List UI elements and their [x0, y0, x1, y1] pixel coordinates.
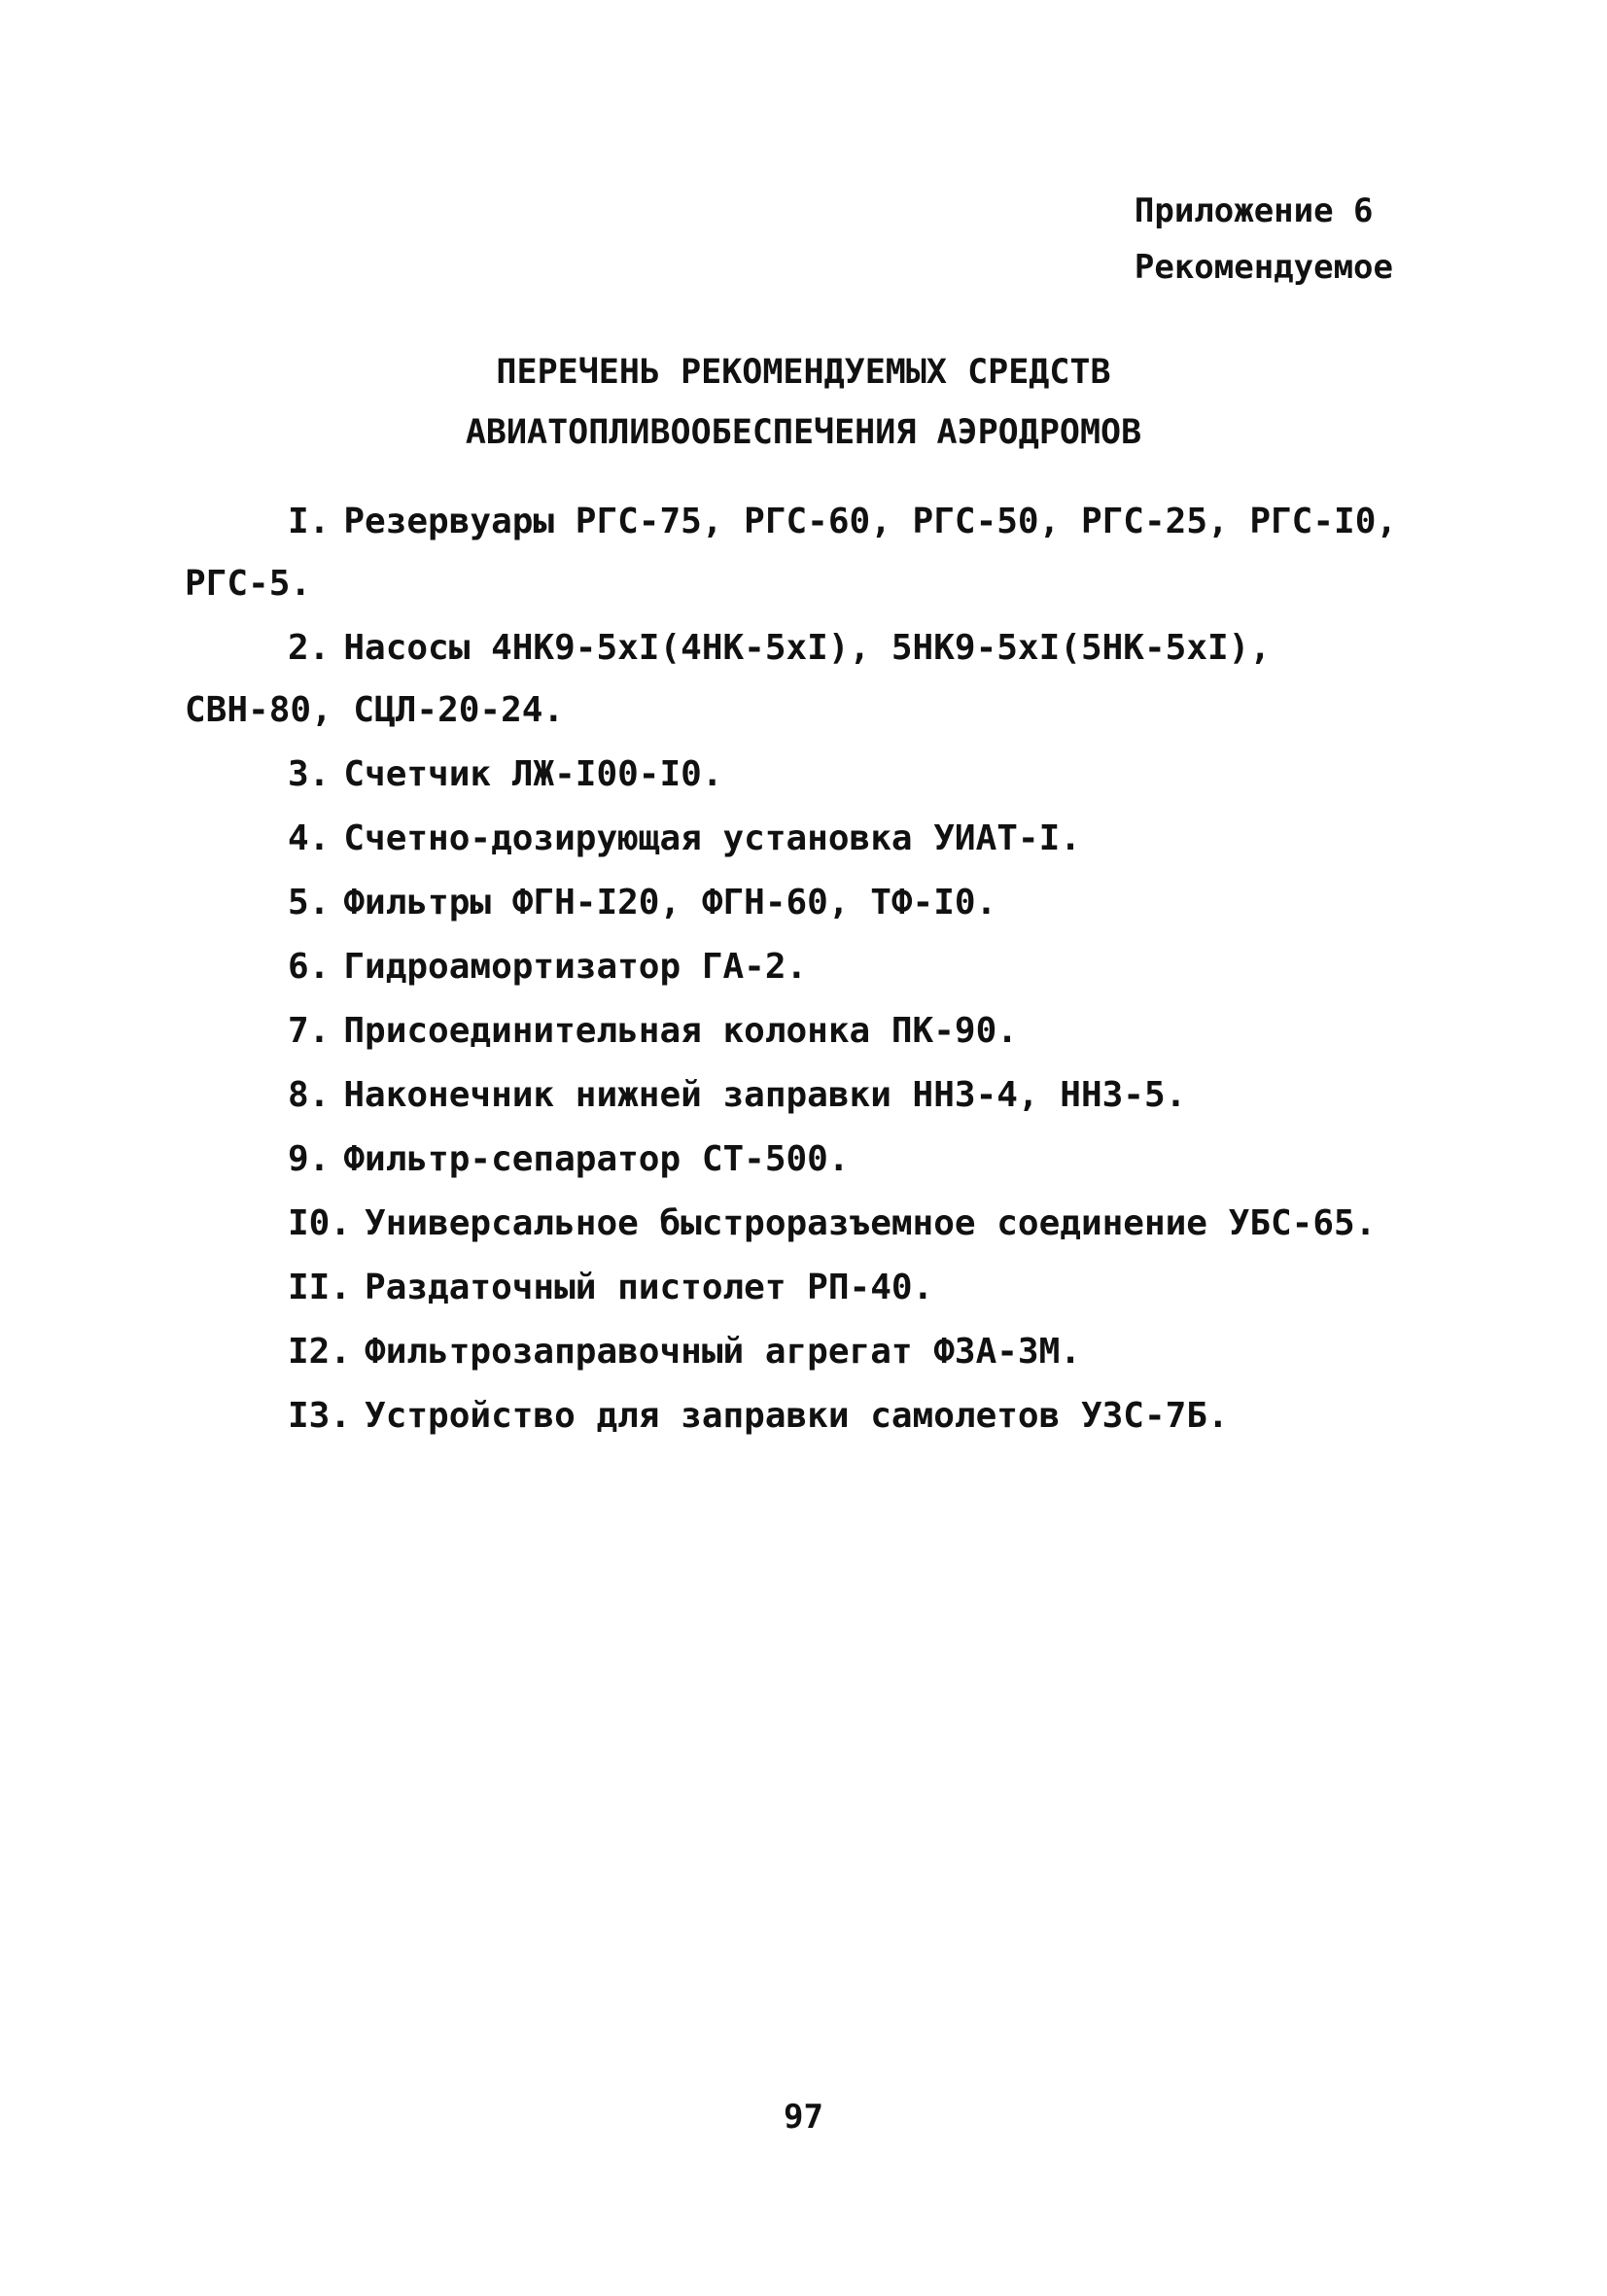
item-text: Резервуары РГС-75, РГС-60, РГС-50, РГС-25, РГС-I0, РГС-5.	[185, 502, 1398, 604]
item-text: Счетно-дозирующая установка УИАТ-I.	[343, 818, 1081, 858]
list-item	[185, 617, 1400, 742]
item-text: Гидроамортизатор ГА-2.	[343, 947, 808, 987]
item-text: Универсальное быстроразъемное соединение УБС-65.	[365, 1203, 1377, 1243]
annex-number: Приложение 6	[1134, 191, 1374, 230]
item-number: 8.	[288, 1075, 331, 1115]
list-item	[185, 1321, 1400, 1383]
item-number: 3.	[288, 754, 331, 794]
item-number: I3.	[288, 1396, 352, 1436]
item-text: Счетчик ЛЖ-I00-I0.	[343, 754, 723, 794]
item-number: 9.	[288, 1139, 331, 1179]
item-number: 4.	[288, 818, 331, 858]
item-number: I0.	[288, 1203, 352, 1243]
list-item	[185, 1129, 1400, 1191]
item-text: Фильтры ФГН-I20, ФГН-60, ТФ-I0.	[343, 883, 997, 922]
list-item	[185, 1000, 1400, 1062]
list-item	[185, 491, 1400, 615]
item-number: 6.	[288, 947, 331, 987]
list-item	[185, 744, 1400, 806]
list-item	[185, 1385, 1400, 1447]
item-number: II.	[288, 1268, 352, 1307]
item-number: I.	[288, 502, 331, 541]
item-text: Раздаточный пистолет РП-40.	[365, 1268, 934, 1307]
annex-label	[1135, 183, 1393, 296]
list-item	[185, 1064, 1400, 1127]
list-item	[185, 936, 1400, 998]
document-title	[0, 342, 1607, 463]
title-line-1: ПЕРЕЧЕНЬ РЕКОМЕНДУЕМЫХ СРЕДСТВ	[496, 353, 1111, 392]
list-item	[185, 1193, 1400, 1255]
item-text: Насосы 4НК9-5хI(4НК-5хI), 5НК9-5хI(5НК-5хI), СВН-80, СЦЛ-20-24.	[185, 628, 1272, 730]
list-item	[185, 808, 1400, 870]
annex-status: Рекомендуемое	[1134, 248, 1393, 287]
item-number: 2.	[288, 628, 331, 668]
page-number: 97	[784, 2098, 823, 2137]
equipment-list	[185, 491, 1400, 1449]
list-item	[185, 872, 1400, 934]
list-item	[185, 1257, 1400, 1319]
item-number: 5.	[288, 883, 331, 922]
item-text: Фильтрозаправочный агрегат ФЗА-3М.	[365, 1332, 1081, 1372]
item-number: 7.	[288, 1011, 331, 1051]
item-text: Фильтр-сепаратор СТ-500.	[343, 1139, 850, 1179]
title-line-2: АВИАТОПЛИВООБЕСПЕЧЕНИЯ АЭРОДРОМОВ	[465, 413, 1142, 452]
item-text: Наконечник нижней заправки ННЗ-4, ННЗ-5.	[343, 1075, 1187, 1115]
item-text: Устройство для заправки самолетов УЗС-7Б.	[365, 1396, 1229, 1436]
item-number: I2.	[288, 1332, 352, 1372]
item-text: Присоединительная колонка ПК-90.	[343, 1011, 1018, 1051]
